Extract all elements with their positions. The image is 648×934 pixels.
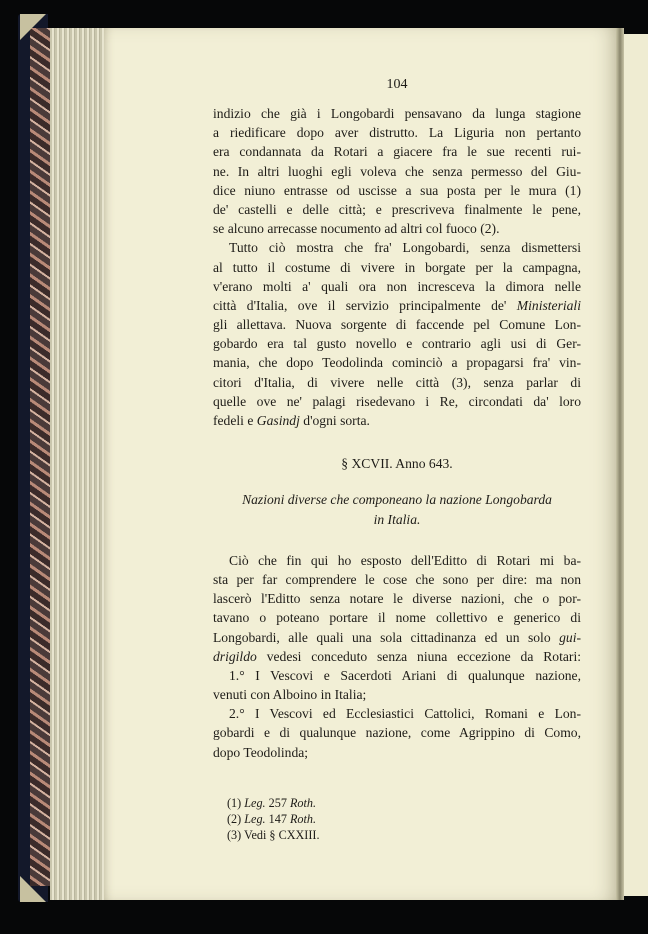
paragraph-2 <box>213 238 581 430</box>
text-line: Ciò che fin qui ho esposto dell'Editto di Rotari mi ba- <box>229 552 581 568</box>
text-line: sta per far comprendere le cose che sono per dire: ma non <box>213 571 581 587</box>
text-line: a riedificare dopo aver distrutto. La Liguria non pertanto <box>213 125 581 141</box>
text-line: indizio che già i Longobardi pensavano da lunga stagione <box>213 106 581 121</box>
text-line: de' castelli e delle città; e prescriveva finalmente le pene, <box>213 201 581 217</box>
page-edges <box>50 28 106 900</box>
text-line: ne. In altri luoghi egli voleva che senza permesso del Giu- <box>213 163 581 179</box>
text-line: se alcuno arrecasse nocumento ad altri col fuoco (2). <box>213 221 500 237</box>
text-line: gli allettava. Nuova sorgente di faccende pel Comune Lon- <box>213 317 581 333</box>
list-item-2 <box>213 704 581 762</box>
section-heading: § XCVII. Anno 643. <box>341 456 453 472</box>
paragraph-1 <box>213 104 581 238</box>
italic-term: gui- <box>559 629 581 645</box>
footnote: (1) Leg. 257 Roth. <box>227 795 317 810</box>
italic-term: drigildo <box>213 648 257 664</box>
text-line: 1.° I Vescovi e Sacerdoti Ariani di qualunque nazione, <box>229 667 581 683</box>
text-line: tavano o poteano portare il nome collettivo e generico di <box>213 610 581 626</box>
italic-term: Gasindj <box>256 413 300 428</box>
section-title: in Italia. <box>373 511 421 527</box>
text-line: Longobardi, alle quali una sola cittadinanza ed un solo gui- <box>213 629 581 645</box>
italic-term: Ministeriali <box>516 297 581 313</box>
text-line: dopo Teodolinda; <box>213 744 309 760</box>
footnote: (2) Leg. 147 Roth. <box>227 811 317 826</box>
text-line: 2.° I Vescovi ed Ecclesiastici Cattolici, Romani e Lon- <box>229 706 581 722</box>
text-line: drigildo vedesi conceduto senza niuna eccezione da Rotari: <box>213 648 581 664</box>
facing-page <box>622 34 648 896</box>
text-line: quelle ove ne' palagi risedevano i Re, circondati da' loro <box>213 393 581 409</box>
paragraph-3 <box>213 551 581 666</box>
text-line: gobardo era tal gusto novello e contrario agli usi di Ger- <box>213 336 581 352</box>
text-line: lascerò l'Editto senza notare le diverse nazioni, che o por- <box>213 591 581 607</box>
list-item-1 <box>213 666 581 704</box>
text-line: al tutto il costume di vivere in borgate per la campagna, <box>213 259 581 275</box>
footnote: (3) Vedi § CXXIII. <box>227 827 320 842</box>
text-line: gobardi e di qualunque nazione, come Agrippino di Como, <box>213 725 581 741</box>
text-line: Tutto ciò mostra che fra' Longobardi, senza dismettersi <box>229 240 581 256</box>
text-line: fedeli e Gasindj d'ogni sorta. <box>213 413 370 428</box>
text-line: citori d'Italia, di vivere nelle città (3), senza parlar di <box>213 374 581 390</box>
text-line: v'erano molti a' quali ora non incresceva la dimora nelle <box>213 278 581 294</box>
text-line: mania, che dopo Teodolinda cominciò a propagarsi fra' vin- <box>213 355 581 371</box>
text-line: era condannata da Rotari a giacere fra le sue recenti rui- <box>213 144 581 160</box>
text-line: città d'Italia, ove il servizio principalmente de' Ministeriali <box>213 297 581 313</box>
page-number: 104 <box>386 77 408 92</box>
book-gutter <box>616 28 624 900</box>
text-line: dice niuno entrasse od uscisse a sua posta per le mura (1) <box>213 182 581 198</box>
text-line: venuti con Alboino in Italia; <box>213 687 367 703</box>
section-title: Nazioni diverse che componeano la nazione Longobarda <box>242 492 552 508</box>
page-text <box>213 75 581 843</box>
footnotes <box>213 795 581 843</box>
